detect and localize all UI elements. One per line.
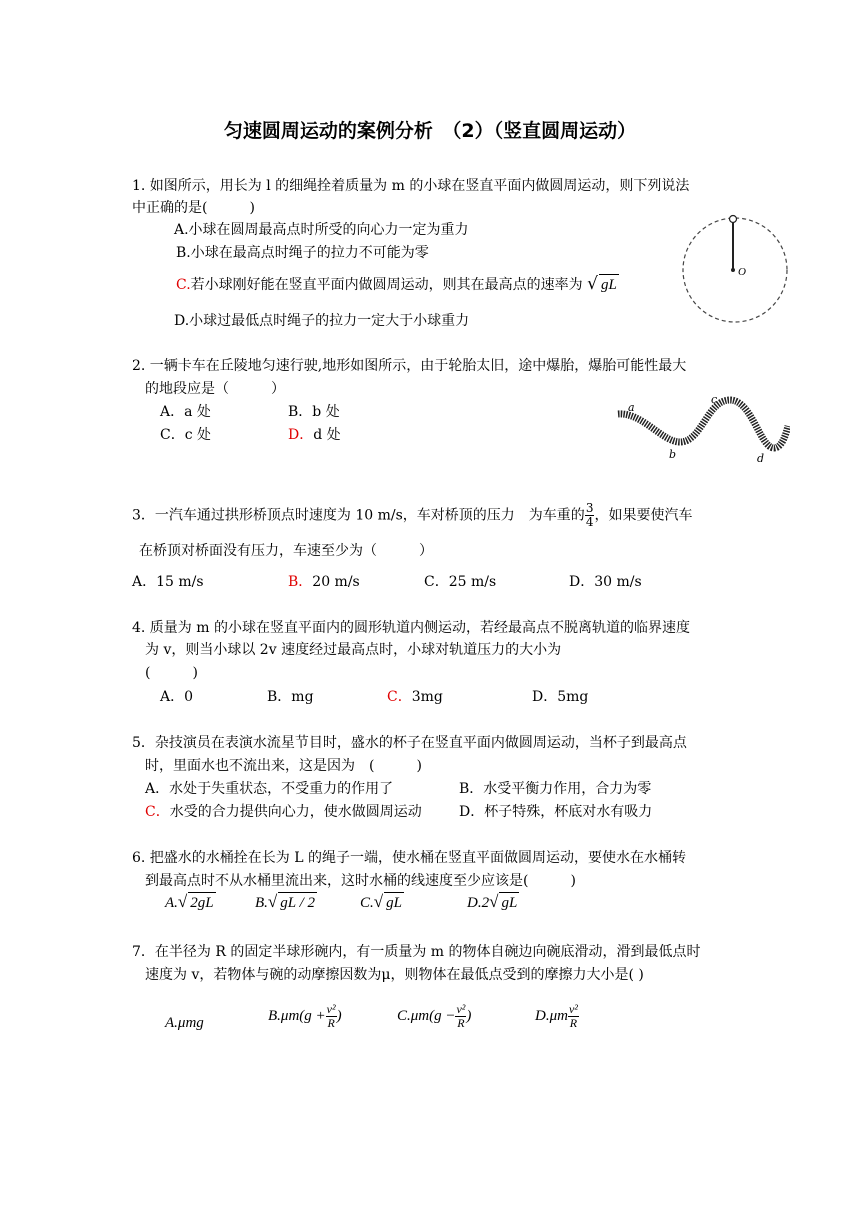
q3-option-c: C．25 m/s [424, 574, 497, 590]
q5-option-b: B．水受平衡力作用，合力为零 [459, 781, 652, 797]
q7-option-d-fraction [568, 1003, 579, 1030]
q3-stem-part2: ，如果要使汽车 [594, 507, 693, 524]
q2-stem-line2: 的地段应是（ ） [145, 381, 285, 397]
q3-stem-part1: 3．一汽车通过拱形桥顶点时速度为 10 m/s，车对桥顶的压力 为车重的 [132, 507, 585, 524]
q6-option-b: B.√ gL / 2 [255, 892, 316, 911]
q1-circle-figure [680, 212, 800, 328]
q7-option-d-prefix: D.μm [535, 1008, 568, 1024]
center-label: O [738, 266, 746, 278]
q7-option-d [535, 996, 579, 1036]
q6-option-c-expr: gL [384, 892, 404, 913]
q7-option-c-fraction [455, 1003, 466, 1030]
q7-option-d-frac-num: v² [568, 1002, 578, 1017]
q4-stem-line1: 4. 质量为 m 的小球在竖直平面内的圆形轨道内侧运动，若经最高点不脱离轨道的临界速度 [132, 620, 690, 636]
q2-stem-line1: 2. 一辆卡车在丘陵地匀速行驶,地形如图所示，由于轮胎太旧，途中爆胎，爆胎可能性最大 [132, 358, 687, 374]
q4-option-b: B．mg [267, 689, 314, 705]
q1-option-b: B.小球在最高点时绳子的拉力不可能为零 [176, 245, 429, 261]
q6-option-a-prefix: A. [165, 895, 178, 911]
q1-option-c: C.若小球刚好能在竖直平面内做圆周运动，则其在最高点的速率为 √ gL [176, 274, 617, 294]
q3-stem-line2: 在桥顶对桥面没有压力，车速至少为（ ） [139, 543, 433, 559]
q7-option-b-prefix: B.μm(g + [268, 1008, 326, 1024]
q5-stem-line2: 时，里面水也不流出来，这是因为 ( ) [145, 758, 422, 774]
label-d: d [757, 452, 765, 465]
q3-stem-line1 [132, 502, 692, 529]
q2-option-d-text: d 处 [313, 427, 341, 443]
q7-option-b-frac-num: v² [326, 1002, 336, 1017]
q3-option-b-text: 20 m/s [312, 574, 360, 590]
q1-stem-line1: 1. 如图所示，用长为 l 的细绳拴着质量为 m 的小球在竖直平面内做圆周运动，则下列说法 [132, 178, 690, 194]
q4-option-c-text: 3mg [411, 689, 443, 705]
q6-option-a-expr: 2gL [188, 892, 215, 913]
q7-option-b-fraction [326, 1003, 337, 1030]
ball [730, 216, 737, 223]
label-a: a [628, 401, 635, 414]
q6-option-b-prefix: B. [255, 895, 268, 911]
q1-option-a: A.小球在圆周最高点时所受的向心力一定为重力 [174, 222, 469, 238]
q7-stem-line1: 7．在半径为 R 的固定半球形碗内，有一质量为 m 的物体自碗边向碗底滑动，滑到最低点时 [132, 944, 701, 960]
label-c: c [711, 393, 718, 406]
q1-option-c-letter: C. [176, 277, 191, 293]
q4-option-a: A．0 [160, 689, 194, 705]
q7-option-c-suffix: ) [466, 1008, 472, 1024]
center-point [731, 268, 735, 272]
q7-option-b [268, 996, 342, 1036]
q1-option-d: D.小球过最低点时绳子的拉力一定大于小球重力 [174, 313, 470, 329]
q3-fraction [585, 502, 595, 529]
q3-option-d: D．30 m/s [569, 574, 642, 590]
q4-stem-line3: ( ) [145, 665, 198, 681]
q7-option-d-frac-den: R [569, 1016, 578, 1031]
q3-frac-den: 4 [585, 515, 594, 529]
q6-option-b-expr: gL / 2 [278, 892, 317, 913]
q2-option-b: B．b 处 [288, 404, 340, 420]
q3-option-a: A．15 m/s [132, 574, 204, 590]
q4-option-d: D．5mg [532, 689, 589, 705]
page-title: 匀速圆周运动的案例分析 （2）（竖直圆周运动） [223, 120, 637, 142]
q5-stem-line1: 5．杂技演员在表演水流星节目时，盛水的杯子在竖直平面内做圆周运动，当杯子到最高点 [132, 735, 687, 751]
label-b: b [669, 448, 677, 461]
terrain-road [618, 400, 788, 448]
q3-option-b-letter: B． [288, 574, 313, 590]
q6-option-d-prefix: D.2 [467, 895, 490, 911]
q1-option-c-expr: gL [599, 274, 619, 295]
q2-terrain-figure [612, 392, 790, 466]
q5-option-c-text: 水受的合力提供向心力，使水做圆周运动 [169, 804, 422, 820]
q6-option-c-prefix: C. [360, 895, 374, 911]
q4-stem-line2: 为 v，则当小球以 2v 速度经过最高点时，小球对轨道压力的大小为 [145, 642, 562, 658]
q6-option-d-expr: gL [499, 892, 519, 913]
q6-stem-line2: 到最高点时不从水桶里流出来，这时水桶的线速度至少应该是( ) [145, 873, 576, 889]
q7-option-b-frac-den: R [327, 1016, 335, 1031]
q2-option-d [288, 425, 341, 445]
q5-option-c [145, 802, 422, 822]
q7-option-c-prefix: C.μm(g − [397, 1008, 456, 1024]
q5-option-c-letter: C． [145, 804, 170, 820]
q7-option-b-suffix: ) [336, 1008, 342, 1024]
q4-option-c [387, 687, 443, 707]
q6-option-d: D.2√ gL [467, 892, 518, 911]
q7-option-c [397, 996, 471, 1036]
q1-option-c-text: 若小球刚好能在竖直平面内做圆周运动，则其在最高点的速率为 [190, 277, 583, 293]
q2-option-a: A．a 处 [160, 404, 211, 420]
q2-option-d-letter: D． [288, 427, 314, 443]
q7-option-a: A.μmg [165, 1015, 204, 1031]
q5-option-d: D．杯子特殊，杯底对水有吸力 [459, 804, 653, 820]
q7-option-c-frac-num: v² [456, 1002, 466, 1017]
q6-option-c: C.√ gL [360, 892, 402, 911]
q2-option-c: C．c 处 [160, 427, 212, 443]
q3-frac-num: 3 [585, 501, 594, 515]
q6-option-a: A.√ 2gL [165, 892, 214, 911]
q6-stem-line1: 6. 把盛水的水桶拴在长为 L 的绳子一端，使水桶在竖直平面做圆周运动，要使水在水桶转 [132, 850, 687, 866]
q5-option-a: A．水处于失重状态，不受重力的作用了 [145, 781, 394, 797]
q1-stem-line2: 中正确的是( ) [132, 200, 255, 216]
q3-option-b [288, 572, 360, 592]
q4-option-c-letter: C． [387, 689, 412, 705]
q7-option-c-frac-den: R [457, 1016, 465, 1031]
q7-stem-line2: 速度为 v，若物体与碗的动摩擦因数为μ，则物体在最低点受到的摩擦力大小是( ) [145, 967, 644, 983]
